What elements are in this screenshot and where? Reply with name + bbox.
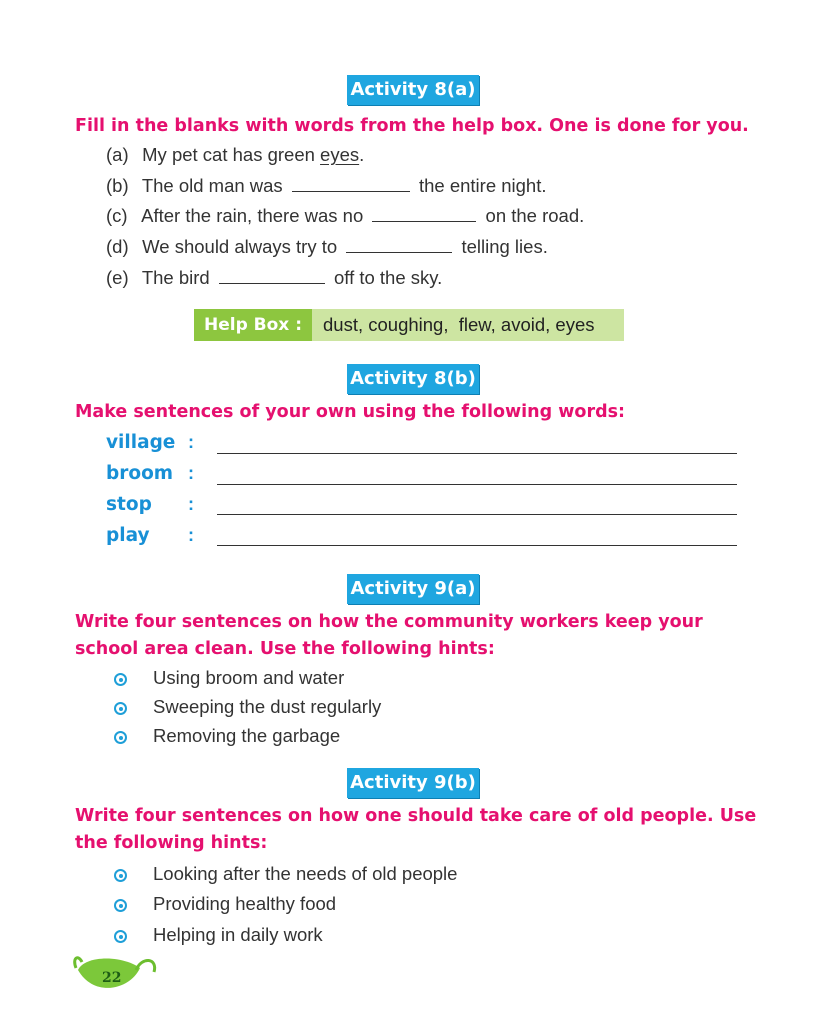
fill-blank-item-e	[106, 267, 442, 289]
help-box	[194, 309, 624, 341]
item-text-before: The old man was	[141, 175, 283, 196]
item-label: (a)	[106, 144, 129, 165]
word-colon: :	[188, 525, 194, 545]
bullet-icon	[114, 930, 127, 943]
item-text-before: We should always try to	[142, 236, 338, 257]
hint-item: Sweeping the dust regularly	[153, 696, 382, 717]
item-label: (c)	[106, 205, 128, 226]
activity-8a-instruction: Fill in the blanks with words from the help box. One is done for you.	[75, 116, 749, 136]
bullet-icon	[114, 673, 127, 686]
hint-item: Removing the garbage	[153, 725, 341, 746]
word-stop: stop	[106, 494, 152, 515]
activity-8b-badge: Activity 8(b)	[347, 364, 479, 394]
word-play: play	[106, 525, 150, 546]
page-number: 22	[102, 970, 122, 986]
activity-8a-badge: Activity 8(a)	[347, 75, 479, 105]
fill-blank-item-c	[106, 205, 584, 227]
hint-item: Providing healthy food	[153, 893, 337, 914]
item-text-before: My pet cat has green	[142, 144, 315, 165]
item-text-before: After the rain, there was no	[141, 205, 364, 226]
item-text-after: the entire night.	[418, 175, 547, 196]
fill-blank-item-d	[106, 236, 548, 258]
item-answer: eyes	[320, 144, 360, 165]
bullet-icon	[114, 899, 127, 912]
item-text-after: .	[359, 144, 365, 165]
fill-blank-item-a	[106, 144, 364, 166]
word-colon: :	[188, 463, 194, 483]
word-colon: :	[188, 432, 194, 452]
bullet-icon	[114, 702, 127, 715]
item-text-after: off to the sky.	[333, 267, 443, 288]
hint-item: Using broom and water	[153, 667, 345, 688]
word-colon: :	[188, 494, 194, 514]
help-box-label: Help Box :	[194, 309, 312, 341]
blank-line[interactable]	[346, 236, 452, 253]
bullet-icon	[114, 869, 127, 882]
item-text-after: on the road.	[485, 205, 585, 226]
activity-9a-badge: Activity 9(a)	[347, 574, 479, 604]
activity-8b-instruction: Make sentences of your own using the following words:	[75, 402, 626, 422]
hint-item: Looking after the needs of old people	[153, 863, 458, 884]
blank-line[interactable]	[292, 175, 410, 192]
bullet-icon	[114, 731, 127, 744]
fill-blank-item-b	[106, 175, 547, 197]
help-box-words: dust, coughing, flew, avoid, eyes	[323, 314, 595, 335]
hint-item: Helping in daily work	[153, 924, 323, 945]
blank-line[interactable]	[372, 205, 476, 222]
activity-9a-instruction: Write four sentences on how the community workers keep your school area clean. Use the following hints:	[75, 612, 703, 659]
activity-9b-instruction: Write four sentences on how one should take care of old people. Use the following hints:	[75, 806, 757, 853]
item-text-before: The bird	[141, 267, 210, 288]
answer-line-broom[interactable]	[217, 484, 737, 485]
blank-line[interactable]	[219, 267, 325, 284]
word-broom: broom	[106, 463, 174, 484]
answer-line-village[interactable]	[217, 453, 737, 454]
word-village: village	[106, 432, 176, 453]
answer-line-stop[interactable]	[217, 514, 737, 515]
item-label: (d)	[106, 236, 129, 257]
activity-9b-badge: Activity 9(b)	[347, 768, 479, 798]
item-label: (e)	[106, 267, 129, 288]
item-text-after: telling lies.	[461, 236, 548, 257]
page-number-badge	[70, 950, 160, 1000]
item-label: (b)	[106, 175, 129, 196]
answer-line-play[interactable]	[217, 545, 737, 546]
